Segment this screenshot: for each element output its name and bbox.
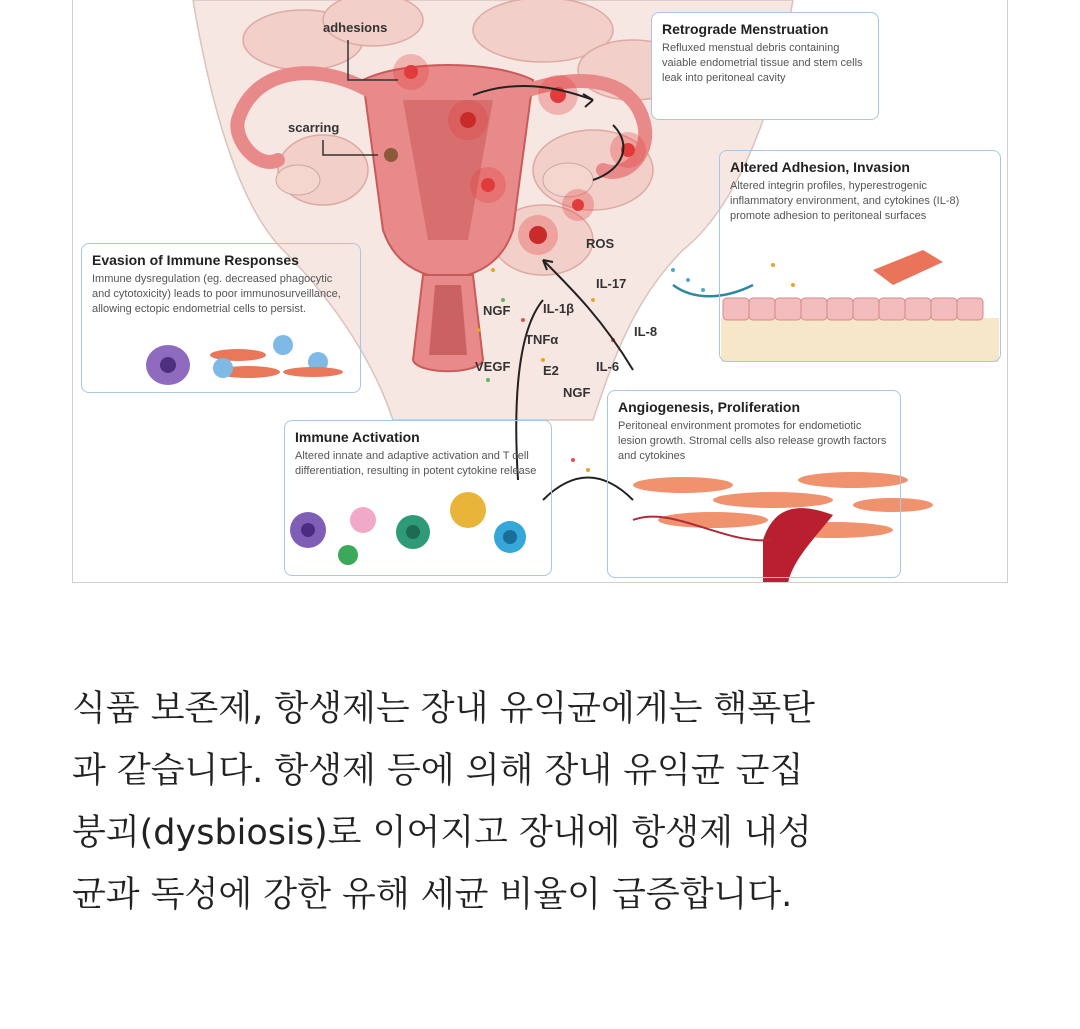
callout-retrograde-body: Refluxed menstual debris containing vaiable endometrial tissue and stem cells leak into peritoneal cavity	[662, 42, 863, 84]
endometriosis-figure	[72, 0, 1008, 583]
label-vegf: VEGF	[475, 359, 511, 374]
label-scarring: scarring	[288, 120, 340, 135]
callout-retrograde-menstruation	[651, 12, 879, 120]
label-il8: IL-8	[634, 324, 658, 339]
label-il17: IL-17	[596, 276, 627, 291]
callout-adhesion-title: Altered Adhesion, Invasion	[730, 159, 910, 175]
label-il6: IL-6	[596, 359, 620, 374]
callout-evasion-title: Evasion of Immune Responses	[92, 252, 299, 268]
callout-retrograde-title: Retrograde Menstruation	[662, 21, 829, 37]
label-ros: ROS	[586, 236, 615, 251]
callout-angiogenesis-title: Angiogenesis, Proliferation	[618, 399, 801, 415]
callout-evasion-immune	[81, 243, 361, 393]
label-adhesions: adhesions	[323, 20, 388, 35]
callout-evasion-body: Immune dysregulation (eg. decreased phagocytic and cytotoxicity) leads to poor immunosurveillance, allowing ectopic endometrial cells to persist.	[92, 273, 341, 315]
label-tnfa: TNFα	[525, 332, 559, 347]
callout-immune-title: Immune Activation	[295, 429, 420, 445]
callout-angiogenesis	[607, 390, 901, 578]
paragraph-line-3: 붕괴(dysbiosis)로 이어지고 장내에 항생제 내성	[72, 813, 812, 853]
callout-adhesion-body: Altered integrin profiles, hyperestrogenic inflammatory environment, and cytokines (IL-8) promote adhesion to peritoneal surfaces	[730, 180, 960, 222]
callout-immune-body: Altered innate and adaptive activation and T cell differentiation, resulting in potent cytokine release	[295, 450, 537, 477]
vaginal-canal	[429, 285, 467, 355]
article-paragraph	[72, 678, 1022, 926]
label-ngf-top: NGF	[483, 303, 511, 318]
label-il1b: IL-1β	[543, 301, 575, 316]
callout-altered-adhesion	[719, 150, 1001, 362]
scar-tissue	[384, 148, 398, 162]
paragraph-line-2: 과 같습니다. 항생제 등에 의해 장내 유익균 군집	[72, 751, 804, 791]
callout-angiogenesis-body: Peritoneal environment promotes for endometiotic lesion growth. Stromal cells also release growth factors and cytokines	[618, 420, 887, 462]
paragraph-line-4: 균과 독성에 강한 유해 세균 비율이 급증합니다.	[72, 875, 793, 915]
left-ovary	[276, 165, 320, 195]
paragraph-line-1: 식품 보존제, 항생제는 장내 유익균에게는 핵폭탄	[72, 689, 815, 729]
callout-immune-activation	[284, 420, 552, 576]
label-ngf-bottom: NGF	[563, 385, 591, 400]
label-e2: E2	[543, 363, 559, 378]
